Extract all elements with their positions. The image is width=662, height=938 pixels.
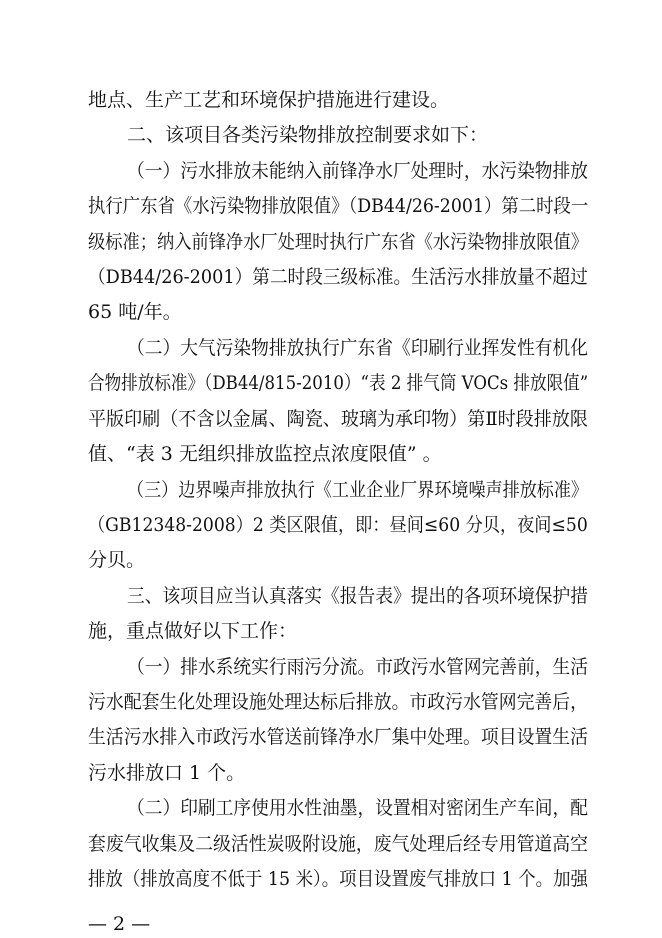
text-line: 分贝。 bbox=[88, 549, 146, 572]
text-line: 级标准；纳入前锋净水厂处理时执行广东省《水污染物排放限值》 bbox=[88, 230, 589, 253]
text-line: 平版印刷（不含以金属、陶瓷、玻璃为承印物）第Ⅱ时段排放限 bbox=[88, 407, 588, 430]
text-line: （GB12348-2008）2 类区限值，即：昼间≤60 分贝，夜间≤50 bbox=[88, 513, 588, 536]
text-line: 合物排放标准》（DB44/815-2010）“表 2 排气筒 VOCs 排放限值” bbox=[88, 372, 589, 395]
text-line: （二）印刷工序使用水性油墨，设置相对密闭生产车间，配 bbox=[127, 797, 589, 820]
text-line: 65 吨/年。 bbox=[88, 301, 182, 324]
text-line: 三、该项目应当认真落实《报告表》提出的各项环境保护措 bbox=[127, 584, 589, 607]
text-line: 二、该项目各类污染物排放控制要求如下： bbox=[127, 124, 489, 147]
text-line: 施，重点做好以下工作： bbox=[88, 620, 298, 643]
text-line: 套废气收集及二级活性炭吸附设施，废气处理后经专用管道高空 bbox=[88, 832, 589, 855]
text-line: 执行广东省《水污染物排放限值》（DB44/26-2001）第二时段一 bbox=[88, 195, 589, 218]
text-line: 排放（排放高度不低于 15 米）。项目设置废气排放口 1 个。加强 bbox=[88, 868, 588, 890]
text-line: （一）排水系统实行雨污分流。市政污水管网完善前，生活 bbox=[127, 655, 589, 678]
text-line: 值、“表 3 无组织排放监控点浓度限值” 。 bbox=[88, 443, 442, 466]
text-line: 地点、生产工艺和环境保护措施进行建设。 bbox=[88, 89, 450, 111]
text-line: （三）边界噪声排放执行《工业企业厂界环境噪声排放标准》 bbox=[127, 478, 589, 501]
text-line: 污水配套生化处理设施处理达标后排放。市政污水管网完善后， bbox=[88, 690, 589, 713]
text-line: （一）污水排放未能纳入前锋净水厂处理时，水污染物排放 bbox=[127, 159, 589, 182]
text-line: （二）大气污染物排放执行广东省《印刷行业挥发性有机化 bbox=[127, 336, 589, 359]
text-line: （DB44/26-2001）第二时段三级标准。生活污水排放量不超过 bbox=[88, 266, 588, 289]
page-number: — 2 — bbox=[88, 913, 151, 935]
text-line: 生活污水排入市政污水管送前锋净水厂集中处理。项目设置生活 bbox=[88, 726, 589, 749]
text-line: 污水排放口 1 个。 bbox=[88, 761, 246, 784]
